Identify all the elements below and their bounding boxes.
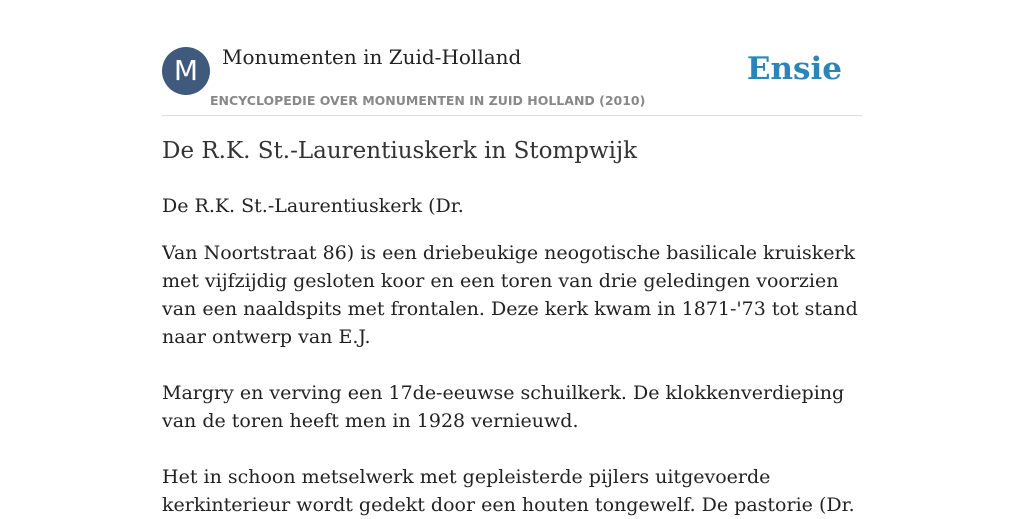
avatar[interactable]: M (162, 47, 210, 95)
article-paragraph: Het in schoon metselwerk met gepleisterde pijlers uitgevoerde kerkinterieur wordt gedekt door een houten tongewelf. De pastorie (Dr. (162, 466, 855, 516)
site-subtitle: ENCYCLOPEDIE OVER MONUMENTEN IN ZUID HOLLAND (2010) (210, 93, 646, 108)
brand-logo[interactable]: Ensie (746, 51, 842, 87)
article-paragraph: De R.K. St.-Laurentiuskerk (Dr. (162, 195, 464, 217)
page-title: De R.K. St.-Laurentiuskerk in Stompwijk (162, 138, 638, 164)
site-header (162, 0, 862, 116)
article-paragraph: Margry en verving een 17de-eeuwse schuilkerk. De klokkenverdieping van de toren heeft men in 1928 vernieuwd. (162, 382, 845, 432)
page-container (162, 0, 862, 516)
article-paragraph: Van Noortstraat 86) is een driebeukige neogotische basilicale kruiskerk met vijfzijdig gesloten koor en een toren van drie geledingen voorzien van een naaldspits met frontalen. Deze kerk kwam in 1871-'73 tot stand naar ontwerp van E.J. (162, 242, 858, 348)
site-name-link[interactable]: Monumenten in Zuid-Holland (222, 45, 522, 69)
